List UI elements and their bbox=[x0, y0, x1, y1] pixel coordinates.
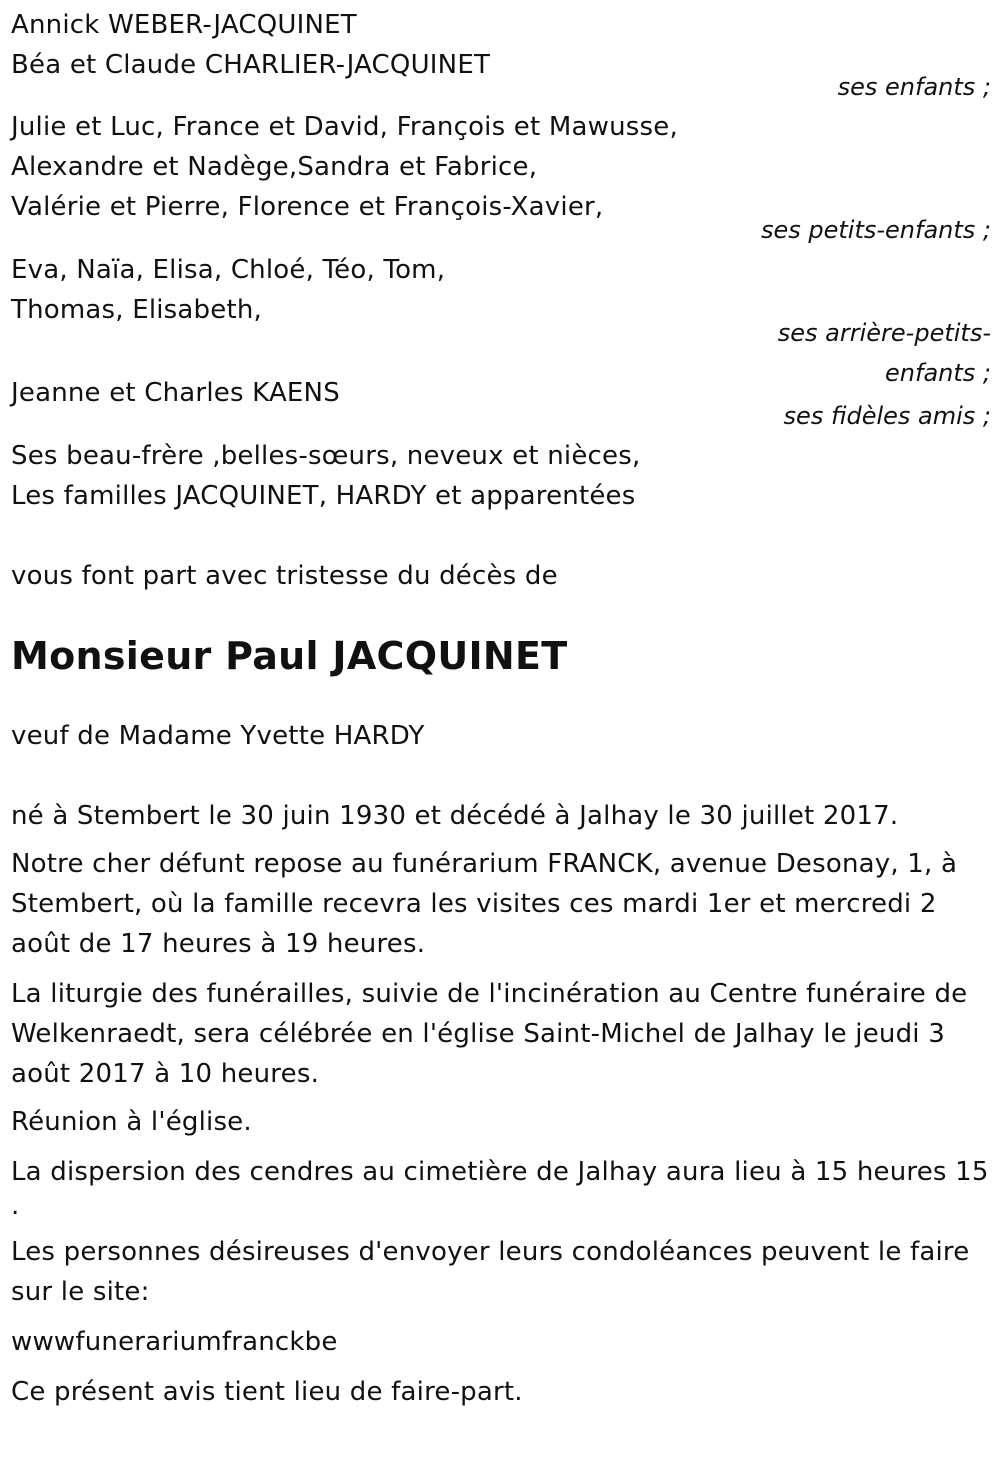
website-link[interactable]: wwwfunerariumfranckbe bbox=[11, 1327, 338, 1357]
grandchildren-line-1: Julie et Luc, France et David, François et Mawusse, bbox=[11, 112, 678, 142]
great-grandchildren-line-1: Eva, Naïa, Elisa, Chloé, Téo, Tom, bbox=[11, 255, 446, 285]
child-name-1: Annick WEBER-JACQUINET bbox=[11, 10, 357, 40]
deceased-name: Monsieur Paul JACQUINET bbox=[11, 634, 568, 678]
grandchildren-line-3: Valérie et Pierre, Florence et François-Xavier, bbox=[11, 192, 604, 222]
children-role: ses enfants ; bbox=[837, 73, 991, 101]
grandchildren-role: ses petits-enfants ; bbox=[760, 216, 991, 244]
liturgy-line-3: août 2017 à 10 heures. bbox=[11, 1059, 320, 1089]
announcement: vous font part avec tristesse du décès de bbox=[11, 561, 558, 591]
widower-of: veuf de Madame Yvette HARDY bbox=[11, 721, 425, 751]
meeting-info: Réunion à l'église. bbox=[11, 1107, 252, 1137]
funerarium-line-3: août de 17 heures à 19 heures. bbox=[11, 929, 426, 959]
condolences-line-1: Les personnes désireuses d'envoyer leurs condoléances peuvent le faire bbox=[11, 1237, 970, 1267]
funerarium-line-1: Notre cher défunt repose au funérarium FRANCK, avenue Desonay, 1, à bbox=[11, 849, 958, 879]
great-grandchildren-role-2: enfants ; bbox=[885, 359, 991, 387]
closing-note: Ce présent avis tient lieu de faire-part. bbox=[11, 1377, 523, 1407]
dispersion-line-1: La dispersion des cendres au cimetière de Jalhay aura lieu à 15 heures 15 bbox=[11, 1157, 989, 1187]
grandchildren-line-2: Alexandre et Nadège,Sandra et Fabrice, bbox=[11, 152, 538, 182]
great-grandchildren-role-1: ses arrière-petits- bbox=[777, 319, 991, 347]
funerarium-line-2: Stembert, où la famille recevra les visites ces mardi 1er et mercredi 2 bbox=[11, 889, 937, 919]
great-grandchildren-line-2: Thomas, Elisabeth, bbox=[11, 295, 262, 325]
obituary-notice bbox=[11, 5, 991, 1412]
others-line-2: Les familles JACQUINET, HARDY et apparentées bbox=[11, 481, 636, 511]
child-name-2: Béa et Claude CHARLIER-JACQUINET bbox=[11, 50, 491, 80]
birth-death: né à Stembert le 30 juin 1930 et décédé à Jalhay le 30 juillet 2017. bbox=[11, 801, 899, 831]
dispersion-line-2: . bbox=[11, 1191, 20, 1221]
others-line-1: Ses beau-frère ,belles-sœurs, neveux et nièces, bbox=[11, 441, 641, 471]
friends-name: Jeanne et Charles KAENS bbox=[11, 378, 340, 408]
liturgy-line-2: Welkenraedt, sera célébrée en l'église Saint-Michel de Jalhay le jeudi 3 bbox=[11, 1019, 945, 1049]
liturgy-line-1: La liturgie des funérailles, suivie de l'incinération au Centre funéraire de bbox=[11, 979, 968, 1009]
friends-role: ses fidèles amis ; bbox=[783, 402, 991, 430]
condolences-line-2: sur le site: bbox=[11, 1277, 150, 1307]
